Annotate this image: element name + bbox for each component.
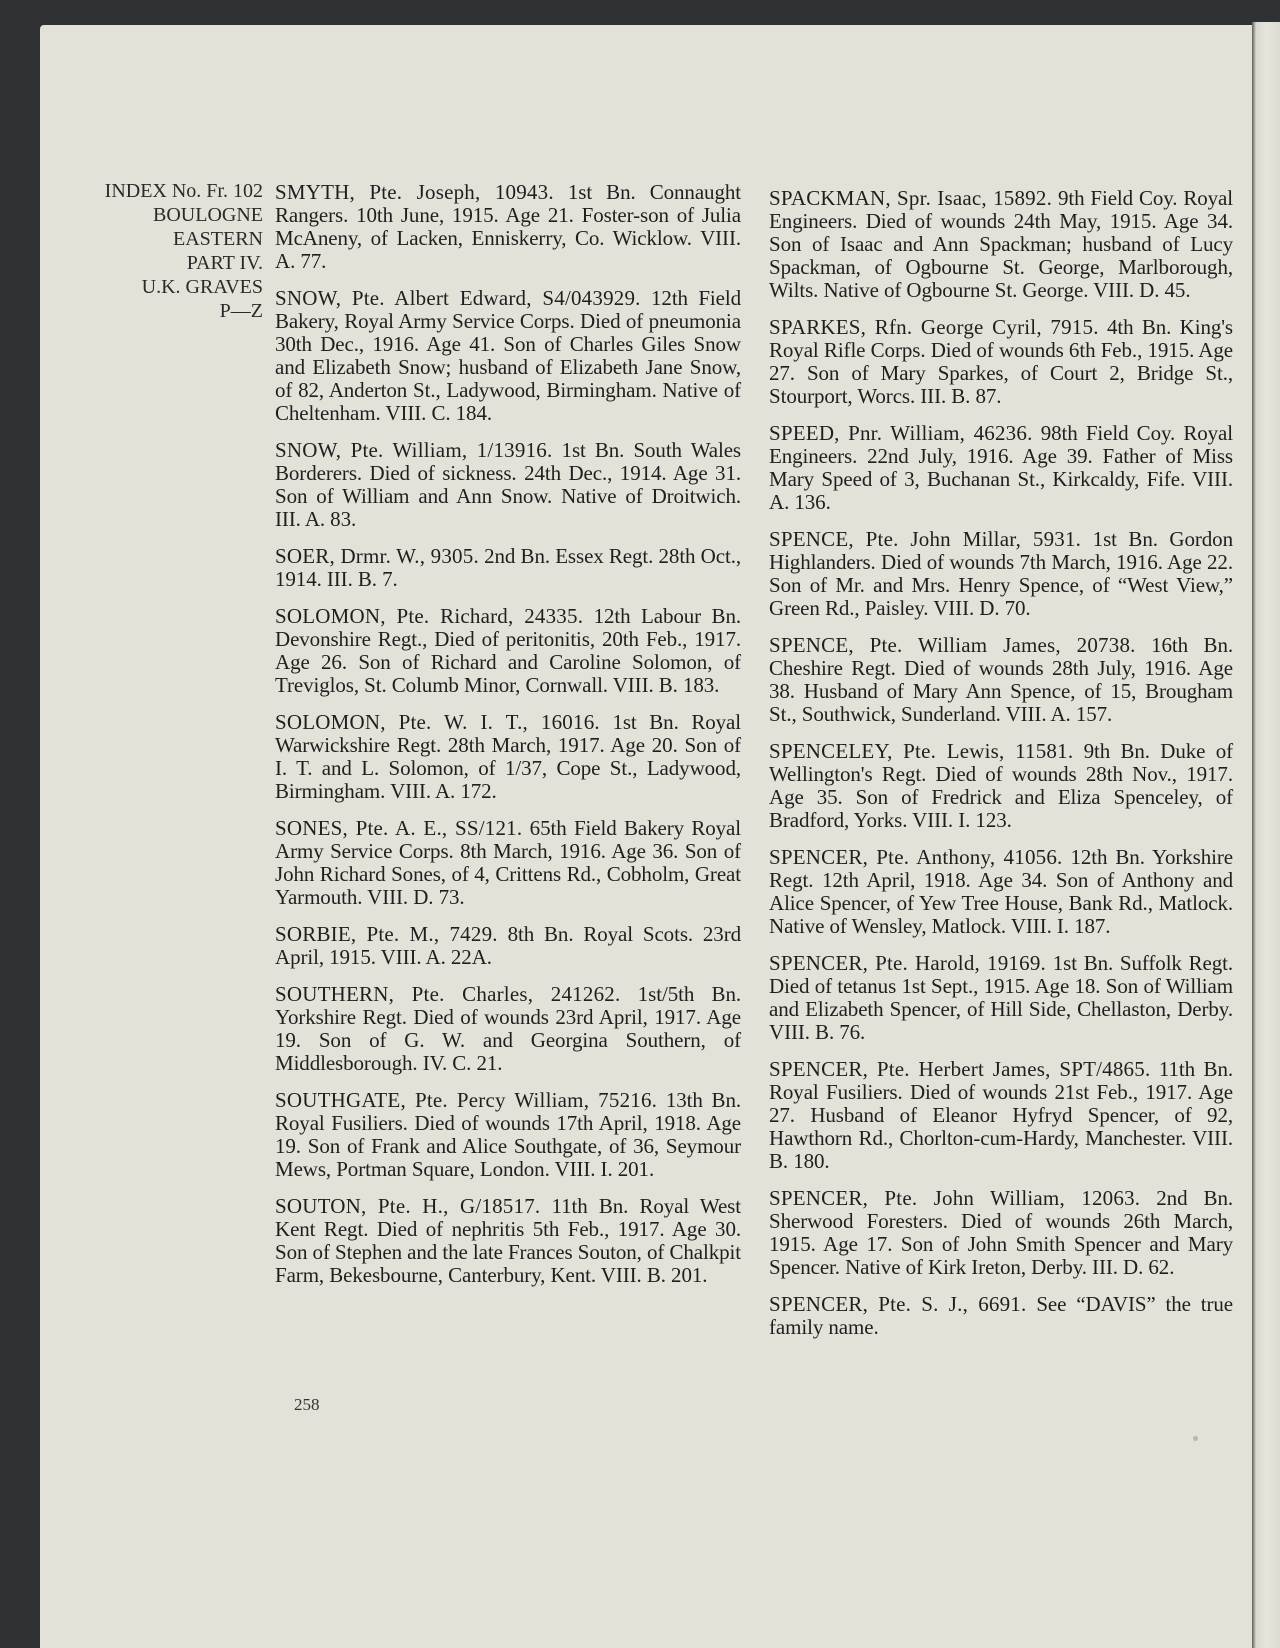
header-line: INDEX No. Fr. 102 bbox=[104, 180, 263, 202]
entry-details: 11th Bn. Royal West Kent Regt. Died of nephritis 5th Feb., 1917. Age 30. Son of Stephen and the late Frances Souton, of Chalkpit Farm, Bekesbourne, Canterbury, Kent. VIII. B. 201. bbox=[275, 1194, 741, 1287]
entry-name: SOER, Drmr. W., 9305. bbox=[275, 544, 479, 568]
entry-details: 1st Bn. Suffolk Regt. Died of tetanus 1st Sept., 1915. Age 18. Son of William and Elizabeth Spencer, of Hill Side, Chellaston, Derby. VIII. B. 76. bbox=[769, 951, 1233, 1044]
entry-name: SPENCER, Pte. Harold, 19169. bbox=[769, 951, 1046, 975]
grave-entry bbox=[769, 528, 1233, 620]
entry-details: 1st Bn. South Wales Borderers. Died of sickness. 24th Dec., 1914. Age 31. Son of William and Ann Snow. Native of Droitwich. III. A. 83. bbox=[275, 438, 741, 531]
grave-entry bbox=[275, 923, 741, 969]
entry-name: SPEED, Pnr. William, 46236. bbox=[769, 421, 1033, 445]
entry-name: SOUTON, Pte. H., G/18517. bbox=[275, 1194, 541, 1218]
entry-details: 12th Field Bakery, Royal Army Service Corps. Died of pneumonia 30th Dec., 1916. Age 41. Son of Charles Giles Snow and Elizabeth Snow; husband of Elizabeth Jane Snow, of 82, Anderton St., Ladywood, Birmingham. Native of Cheltenham. VIII. C. 184. bbox=[275, 286, 741, 425]
grave-entry bbox=[275, 287, 741, 425]
grave-entry bbox=[769, 1187, 1233, 1279]
book-gutter bbox=[1252, 22, 1280, 1648]
entry-name: SPENCER, Pte. S. J., 6691. bbox=[769, 1292, 1027, 1316]
page-number: 258 bbox=[294, 1395, 320, 1414]
entry-name: SNOW, Pte. Albert Edward, S4/043929. bbox=[275, 286, 641, 310]
entry-name: SMYTH, Pte. Joseph, 10943. bbox=[275, 180, 554, 204]
header-line: BOULOGNE bbox=[153, 204, 263, 226]
grave-entry bbox=[769, 187, 1233, 302]
entry-name: SPACKMAN, Spr. Isaac, 15892. bbox=[769, 186, 1053, 210]
entry-details: 98th Field Coy. Royal Engineers. 22nd July, 1916. Age 39. Father of Miss Mary Speed of 3, Buchanan St., Kirkcaldy, Fife. VIII. A. 136. bbox=[769, 421, 1234, 514]
entry-name: SPENCER, Pte. Anthony, 41056. bbox=[769, 845, 1063, 869]
entry-name: SPENCER, Pte. John William, 12063. bbox=[769, 1186, 1141, 1210]
scan-mark bbox=[1193, 1436, 1198, 1441]
grave-entry bbox=[769, 846, 1233, 938]
grave-entry bbox=[275, 983, 741, 1075]
entry-name: SPENCE, Pte. William James, 20738. bbox=[769, 633, 1136, 657]
entry-name: SOUTHGATE, Pte. Percy William, 75216. bbox=[275, 1088, 658, 1112]
grave-entry bbox=[769, 634, 1233, 726]
entry-details: 16th Bn. Cheshire Regt. Died of wounds 28th July, 1916. Age 38. Husband of Mary Ann Spence, of 15, Brougham St., Southwick, Sunderland. VIII. A. 157. bbox=[769, 633, 1233, 726]
grave-entry bbox=[769, 1293, 1233, 1339]
entry-details: 1st Bn. Gordon Highlanders. Died of wounds 7th March, 1916. Age 22. Son of Mr. and Mrs. Henry Spence, of “West View,” Green Rd., Paisley. VIII. D. 70. bbox=[769, 527, 1233, 620]
entry-details: 1st Bn. Royal Warwickshire Regt. 28th March, 1917. Age 20. Son of I. T. and L. Solomon, of 1/37, Cope St., Ladywood, Birmingham. VIII. A. 172. bbox=[275, 710, 741, 803]
entry-name: SORBIE, Pte. M., 7429. bbox=[275, 922, 498, 946]
entry-details: 2nd Bn. Essex Regt. 28th Oct., 1914. III. B. 7. bbox=[275, 544, 741, 591]
entry-details: 12th Labour Bn. Devonshire Regt., Died of peritonitis, 20th Feb., 1917. Age 26. Son of Richard and Caroline Solomon, of Treviglos, St. Columb Minor, Cornwall. VIII. B. 183. bbox=[275, 604, 741, 697]
grave-entry bbox=[769, 1058, 1233, 1173]
header-line: P—Z bbox=[219, 300, 263, 322]
grave-entry bbox=[275, 605, 741, 697]
entry-name: SOUTHERN, Pte. Charles, 241262. bbox=[275, 982, 621, 1006]
entry-details: 4th Bn. King's Royal Rifle Corps. Died of wounds 6th Feb., 1915. Age 27. Son of Mary Sparkes, of Court 2, Bridge St., Stourport, Worcs. III. B. 87. bbox=[769, 315, 1233, 408]
entry-details: 11th Bn. Royal Fusiliers. Died of wounds 21st Feb., 1917. Age 27. Husband of Eleanor Hyfryd Spencer, of 92, Hawthorn Rd., Chorlton-cum-Hardy, Manchester. VIII. B. 180. bbox=[769, 1057, 1233, 1173]
left-column bbox=[275, 181, 741, 1301]
grave-entry bbox=[275, 711, 741, 803]
header-line: PART IV. bbox=[186, 252, 263, 274]
entry-details: 2nd Bn. Sherwood Foresters. Died of wounds 26th March, 1915. Age 17. Son of John Smith Spencer and Mary Spencer. Native of Kirk Ireton, Derby. III. D. 62. bbox=[769, 1186, 1233, 1279]
grave-entry bbox=[275, 817, 741, 909]
grave-entry bbox=[275, 1195, 741, 1287]
grave-entry bbox=[275, 181, 741, 273]
grave-entry bbox=[275, 1089, 741, 1181]
index-header bbox=[50, 179, 263, 323]
entry-name: SPENCELEY, Pte. Lewis, 11581. bbox=[769, 739, 1074, 763]
entry-details: 1st Bn. Connaught Rangers. 10th June, 1915. Age 21. Foster-son of Julia McAneny, of Lacken, Enniskerry, Co. Wicklow. VIII. A. 77. bbox=[275, 180, 741, 273]
grave-entry bbox=[275, 545, 741, 591]
entry-details: 8th Bn. Royal Scots. 23rd April, 1915. VIII. A. 22A. bbox=[275, 922, 741, 969]
entry-details: 12th Bn. Yorkshire Regt. 12th April, 1918. Age 34. Son of Anthony and Alice Spencer, of Yew Tree House, Bank Rd., Matlock. Native of Wensley, Matlock. VIII. I. 187. bbox=[769, 845, 1234, 938]
grave-entry bbox=[769, 740, 1233, 832]
entry-details: See “DAVIS” the true family name. bbox=[769, 1292, 1233, 1339]
grave-entry bbox=[769, 316, 1233, 408]
entry-name: SONES, Pte. A. E., SS/121. bbox=[275, 816, 523, 840]
header-line: EASTERN bbox=[173, 228, 263, 250]
entry-details: 13th Bn. Royal Fusiliers. Died of wounds 17th April, 1918. Age 19. Son of Frank and Alice Southgate, of 36, Seymour Mews, Portman Square, London. VIII. I. 201. bbox=[275, 1088, 741, 1181]
entry-name: SNOW, Pte. William, 1/13916. bbox=[275, 438, 553, 462]
entry-name: SPENCE, Pte. John Millar, 5931. bbox=[769, 527, 1082, 551]
grave-entry bbox=[769, 422, 1233, 514]
right-column bbox=[769, 187, 1233, 1353]
entry-details: 9th Field Coy. Royal Engineers. Died of wounds 24th May, 1915. Age 34. Son of Isaac and Ann Spackman; husband of Lucy Spackman, of Ogbourne St. George, Marlborough, Wilts. Native of Ogbourne St. George. VIII. D. 45. bbox=[769, 186, 1234, 302]
entry-name: SPARKES, Rfn. George Cyril, 7915. bbox=[769, 315, 1099, 339]
entry-details: 65th Field Bakery Royal Army Service Corps. 8th March, 1916. Age 36. Son of John Richard Sones, of 4, Crittens Rd., Cobholm, Great Yarmouth. VIII. D. 73. bbox=[275, 816, 741, 909]
grave-entry bbox=[275, 439, 741, 531]
header-line: U.K. GRAVES bbox=[141, 276, 263, 298]
grave-entry bbox=[769, 952, 1233, 1044]
entry-name: SOLOMON, Pte. Richard, 24335. bbox=[275, 604, 584, 628]
entry-details: 9th Bn. Duke of Wellington's Regt. Died of wounds 28th Nov., 1917. Age 35. Son of Fredrick and Eliza Spenceley, of Bradford, Yorks. VIII. I. 123. bbox=[769, 739, 1233, 832]
entry-details: 1st/5th Bn. Yorkshire Regt. Died of wounds 23rd April, 1917. Age 19. Son of G. W. and Georgina Southern, of Middlesborough. IV. C. 21. bbox=[275, 982, 741, 1075]
entry-name: SPENCER, Pte. Herbert James, SPT/4865. bbox=[769, 1057, 1151, 1081]
entry-name: SOLOMON, Pte. W. I. T., 16016. bbox=[275, 710, 600, 734]
